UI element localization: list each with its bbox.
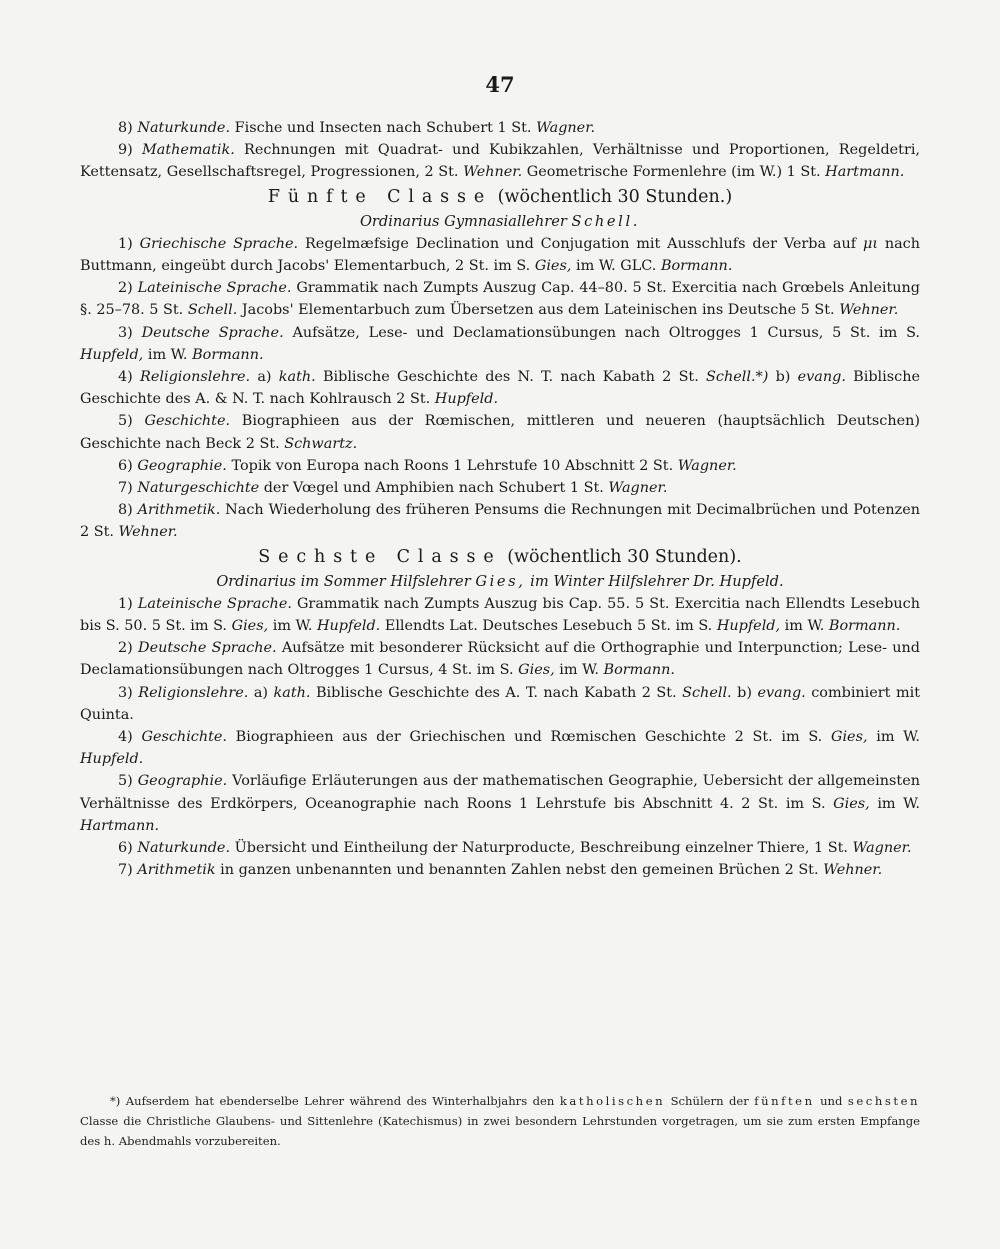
entry-religion-6: 3) Religionslehre. a) kath. Biblische Geschichte des A. T. nach Kabath 2 St. Schell. b) evang. combiniert mit Quinta.	[80, 684, 921, 723]
heading-fuenfte-classe: Fünfte Classe (wöchentlich 30 Stunden.)	[267, 186, 733, 207]
entry-naturkunde-quarta: 8) Naturkunde. Fische und Insecten nach Schubert 1 St. Wagner.	[118, 120, 596, 136]
entry-naturgeschichte-5: 7) Naturgeschichte der Vœgel und Amphibien nach Schubert 1 St. Wagner.	[118, 480, 668, 497]
entry-mathematik-quarta: 9) Mathematik. Rechnungen mit Quadrat- und Kubikzahlen, Verhältnisse und Proportionen, Regeldetri, Kettensatz, Gesellschaftsregel, Progressionen, 2 St. Wehner. Geometrische Formenlehre (im W.) 1 St. Hartmann.	[80, 142, 921, 181]
entry-arithmetik-6: 7) Arithmetik in ganzen unbenannten und benannten Zahlen nebst den gemeinen Brüchen 2 St. Wehner.	[118, 862, 883, 879]
entry-latein-5: 2) Lateinische Sprache. Grammatik nach Zumpts Auszug Cap. 44–80. 5 St. Exercitia nach Grœbels Anleitung §. 25–78. 5 St. Schell. Jacobs' Elementarbuch zum Übersetzen aus dem Lateinischen ins Deutsche 5 St. Wehner.	[80, 280, 921, 319]
entry-deutsch-6: 2) Deutsche Sprache. Aufsätze mit besonderer Rücksicht auf die Orthographie und Interpunction; Lese- und Declamationsübungen nach Oltrogges 1 Cursus, 4 St. im S. Gies, im W. Bormann.	[80, 640, 920, 679]
entry-naturkunde-6: 6) Naturkunde. Übersicht und Eintheilung der Naturproducte, Beschreibung einzelner Thiere, 1 St. Wagner.	[118, 840, 912, 857]
ordinarius-fuenfte: Ordinarius Gymnasiallehrer Schell.	[359, 212, 641, 230]
entry-latein-6: 1) Lateinische Sprache. Grammatik nach Zumpts Auszug bis Cap. 55. 5 St. Exercitia nach Ellendts Lesebuch bis S. 50. 5 St. im S. Gies, im W. Hupfeld. Ellendts Lat. Deutsches Lesebuch 5 St. im S. Hupfeld, im W. Bormann.	[80, 595, 920, 635]
page-number: 47	[485, 72, 515, 97]
entry-arithmetik-5: 8) Arithmetik. Nach Wiederholung des früheren Pensums die Rechnungen mit Decimalbrüchen und Potenzen 2 St. Wehner.	[80, 502, 920, 541]
heading-sechste-classe: Sechste Classe (wöchentlich 30 Stunden).	[258, 546, 742, 567]
entry-religion-5: 4) Religionslehre. a) kath. Biblische Geschichte des N. T. nach Kabath 2 St. Schell.*) b) evang. Biblische Geschichte des A. & N. T. nach Kohlrausch 2 St. Hupfeld.	[80, 369, 920, 408]
entry-geschichte-5: 5) Geschichte. Biographieen aus der Rœmischen, mittleren und neueren (hauptsächlich Deutschen) Geschichte nach Beck 2 St. Schwartz.	[80, 413, 921, 452]
footnote: *) Aufserdem hat ebenderselbe Lehrer während des Winterhalbjahrs den katholischen Schülern der fünften und sechsten Classe die Christliche Glaubens- und Sittenlehre (Katechismus) in zwei besondern Lehrstunden vorgetragen, um sie zum ersten Empfange des h. Abendmahls vorzubereiten.	[80, 1094, 920, 1148]
document-body	[80, 117, 920, 882]
ordinarius-sechste: Ordinarius im Sommer Hilfslehrer Gies, im Winter Hilfslehrer Dr. Hupfeld.	[216, 572, 784, 590]
entry-griechisch-5: 1) Griechische Sprache. Regelmæfsige Declination und Conjugation mit Ausschlufs der Verba auf μι nach Buttmann, eingeübt durch Jacobs' Elementarbuch, 2 St. im S. Gies, im W. GLC. Bormann.	[80, 235, 920, 275]
entry-deutsch-5: 3) Deutsche Sprache. Aufsätze, Lese- und Declamationsübungen nach Oltrogges 1 Cursus, 5 St. im S. Hupfeld, im W. Bormann.	[80, 324, 921, 363]
entry-geschichte-6: 4) Geschichte. Biographieen aus der Griechischen und Rœmischen Geschichte 2 St. im S. Gies, im W. Hupfeld.	[80, 729, 920, 768]
entry-geographie-6: 5) Geographie. Vorläufige Erläuterungen aus der mathematischen Geographie, Uebersicht der allgemeinsten Verhältnisse des Erdkörpers, Oceanographie nach Roons 1 Lehrstufe bis Abschnitt 4. 2 St. im S. Gies, im W. Hartmann.	[80, 773, 920, 834]
entry-geographie-5: 6) Geographie. Topik von Europa nach Roons 1 Lehrstufe 10 Abschnitt 2 St. Wagner.	[118, 457, 737, 474]
